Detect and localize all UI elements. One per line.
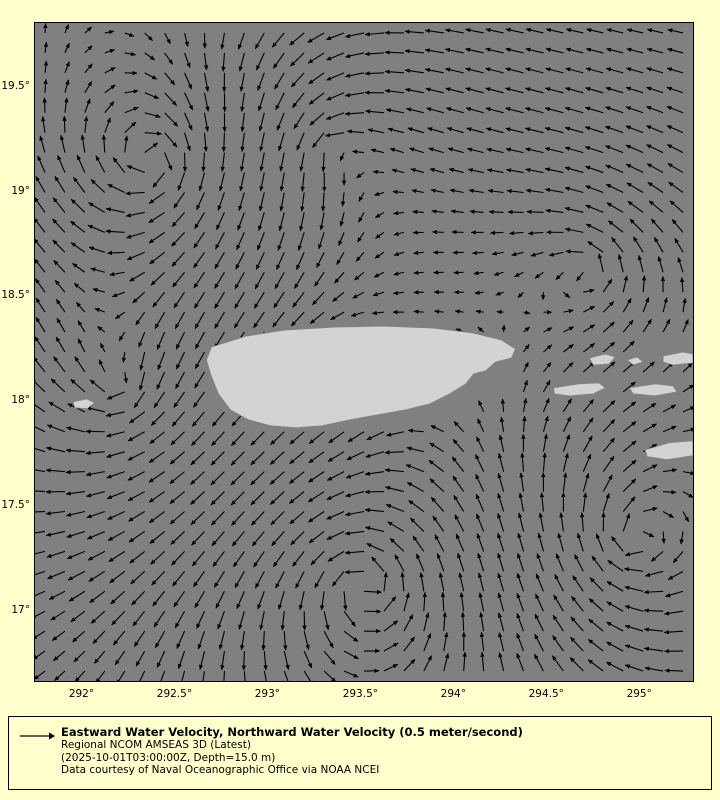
y-tick-label: 17.5° bbox=[1, 498, 30, 511]
y-tick-label: 18.5° bbox=[1, 289, 30, 302]
y-tick-label: 17° bbox=[11, 603, 30, 616]
map-plot-area bbox=[34, 22, 694, 682]
x-tick-label: 294° bbox=[440, 688, 466, 700]
legend-title: Eastward Water Velocity, Northward Water Velocity (0.5 meter/second) bbox=[61, 725, 523, 739]
x-tick-label: 292° bbox=[68, 688, 95, 700]
y-tick-label: 19° bbox=[11, 184, 30, 197]
legend-text-block bbox=[61, 725, 705, 777]
y-axis bbox=[0, 22, 30, 684]
legend-line-3: Data courtesy of Naval Oceanographic Office via NOAA NCEI bbox=[61, 764, 380, 776]
legend-line-1: Regional NCOM AMSEAS 3D (Latest) bbox=[61, 739, 251, 751]
x-tick-label: 293° bbox=[254, 688, 281, 700]
legend-line-2: (2025-10-01T03:00:00Z, Depth=15.0 m) bbox=[61, 751, 276, 764]
land-mask-puerto-rico bbox=[35, 23, 693, 681]
y-tick-label: 19.5° bbox=[1, 79, 30, 92]
x-tick-label: 292.5° bbox=[156, 688, 193, 700]
x-tick-label: 295° bbox=[626, 688, 652, 700]
y-tick-label: 18° bbox=[11, 394, 30, 407]
reference-vector-arrow bbox=[19, 730, 55, 742]
x-tick-label: 293.5° bbox=[342, 688, 378, 700]
legend-box bbox=[8, 716, 712, 790]
x-axis bbox=[34, 688, 696, 706]
plot-wrapper bbox=[34, 22, 694, 682]
x-tick-label: 294.5° bbox=[528, 688, 564, 700]
